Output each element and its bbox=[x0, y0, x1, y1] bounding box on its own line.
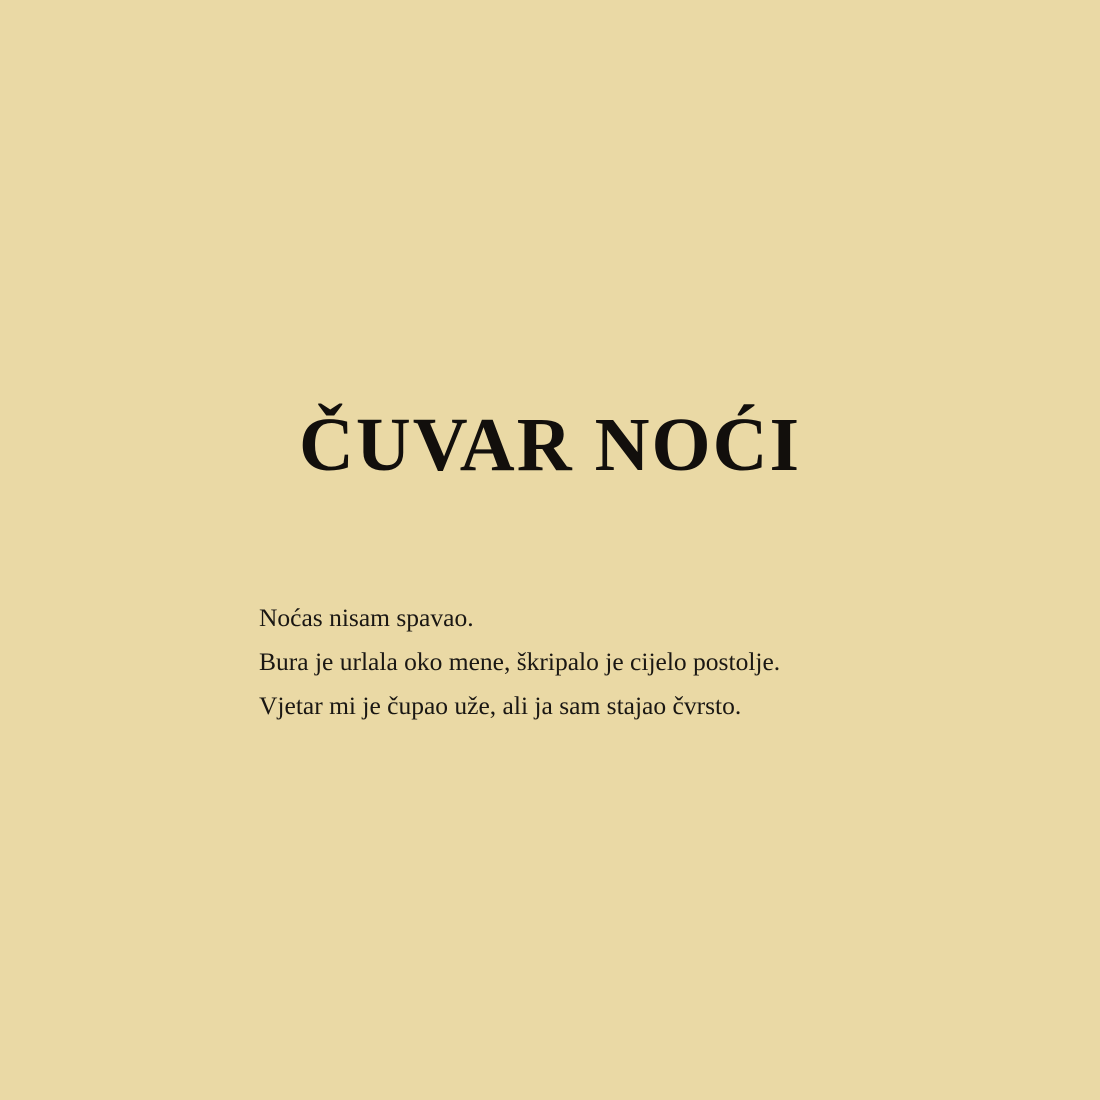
page-title: ČUVAR NOĆI bbox=[298, 402, 802, 487]
poem-line: Noćas nisam spavao. bbox=[259, 603, 474, 632]
poem-line: Bura je urlala oko mene, škripalo je cijelo postolje. bbox=[259, 647, 781, 676]
poem-line: Vjetar mi je čupao uže, ali ja sam stajao čvrsto. bbox=[259, 691, 742, 720]
poem-body bbox=[259, 596, 959, 728]
